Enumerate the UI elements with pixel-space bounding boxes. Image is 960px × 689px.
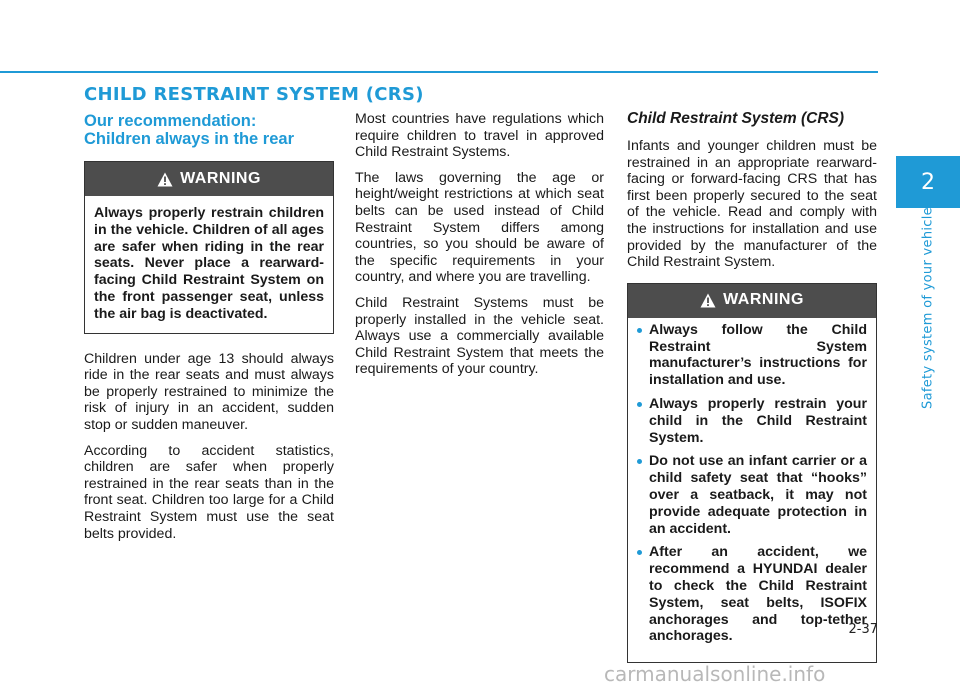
warning-body: Always properly restrain children in the vehicle. Children of all ages are safer when riding in the rear seats. Never place a rearward-facing Child Restraint System on the front passenger seat, unless the air bag is deactivated. <box>94 205 324 322</box>
page-number: 2-37 <box>848 622 878 637</box>
recommendation-heading-line1: Our recommendation: <box>84 112 257 130</box>
warning-list-item: After an accident, we recommend a HYUNDAI dealer to check the Child Restraint System, seat belts, ISOFIX anchorages and top-tether anchorages. <box>637 544 867 645</box>
warning-list <box>628 318 876 662</box>
paragraph: Child Restraint Systems must be properly installed in the vehicle seat. Always use a commercially available Child Restraint System that meets the requirements of your country. <box>355 294 604 378</box>
warning-box-rear-seat <box>84 161 334 334</box>
warning-title: WARNING <box>723 291 804 309</box>
paragraph: Most countries have regulations which require children to travel in approved Child Restraint Systems. <box>355 111 604 161</box>
chapter-tab: 2 <box>896 156 960 208</box>
warning-list-item: Always properly restrain your child in the Child Restraint System. <box>637 396 867 446</box>
paragraph: Children under age 13 should always ride in the rear seats and must always be properly restrained to minimize the risk of injury in an accident, sudden stop or sudden maneuver. <box>84 350 334 433</box>
warning-header <box>85 162 333 196</box>
section-title: CHILD RESTRAINT SYSTEM (CRS) <box>84 84 424 105</box>
warning-title: WARNING <box>180 169 261 187</box>
chapter-label: Safety system of your vehicle <box>920 207 936 409</box>
crs-heading: Child Restraint System (CRS) <box>627 110 845 127</box>
warning-box-crs <box>627 283 877 663</box>
paragraph: Infants and younger children must be restrained in an appropriate rearward-facing or forward-facing CRS that has first been properly secured to the seat of the vehicle. Read and comply with the instructions for installation and use provided by the manufacturer of the Child Restraint System. <box>627 138 877 271</box>
paragraph: The laws governing the age or height/weight restrictions at which seat belts can be used instead of Child Restraint System differs among countries, so you should be aware of the specific requirements in your country, and where you are travelling. <box>355 169 604 286</box>
column-2 <box>355 111 604 387</box>
header-rule <box>0 71 878 73</box>
watermark: carmanualsonline.info <box>604 662 826 686</box>
column-3 <box>627 110 877 680</box>
warning-triangle-icon <box>157 172 173 187</box>
warning-list-item: Do not use an infant carrier or a child safety seat that “hooks” over a seatback, it may not provide adequate protection in an accident. <box>637 453 867 537</box>
paragraph: According to accident statistics, children are safer when properly restrained in the rear seats than in the front seat. Children too large for a Child Restraint System must use the seat belts provided. <box>84 442 334 542</box>
column-1 <box>84 112 334 551</box>
recommendation-heading-line2: Children always in the rear <box>84 130 294 148</box>
warning-triangle-icon <box>700 293 716 308</box>
warning-list-item: Always follow the Child Restraint System manufacturer’s instructions for installation and use. <box>637 322 867 389</box>
warning-header <box>628 284 876 318</box>
recommendation-heading <box>84 112 334 148</box>
